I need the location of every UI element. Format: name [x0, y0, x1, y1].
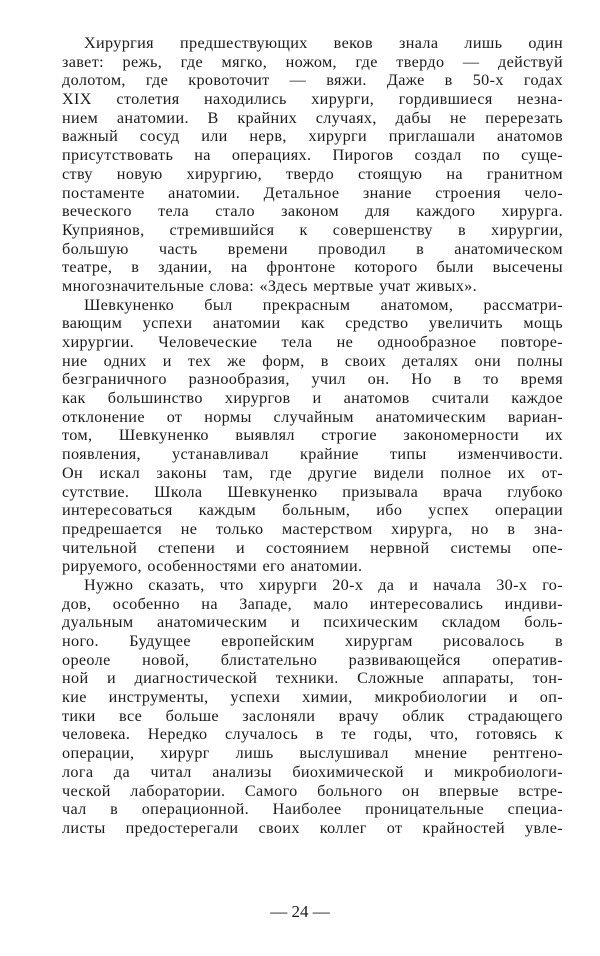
text-line: Он искал законы там, где другие видели полное их от- [62, 463, 563, 482]
text-line: предрешается не только мастерством хирурга, но в зна- [62, 519, 563, 538]
text-line: вающим успехи анатомии как средство увеличить мощь [62, 314, 563, 333]
text-line: кие инструменты, успехи химии, микробиологии и оп- [62, 688, 563, 707]
text-line: том, Шевкуненко выявлял строгие закономерности их [62, 426, 563, 445]
text-line: дов, особенно на Западе, мало интересовались индиви- [62, 594, 563, 613]
text-line: постаменте анатомии. Детальное знание строения чело- [62, 183, 563, 202]
body-text [62, 34, 563, 838]
text-line: как большинство хирургов и анатомов считали каждое [62, 389, 563, 408]
text-line: ческой лаборатории. Самого больного он впервые встре- [62, 781, 563, 800]
text-line: чительной степени и состоянием нервной системы опе- [62, 538, 563, 557]
text-line: Хирургия предшествующих веков знала лишь один [84, 34, 563, 52]
text-line: Куприянов, стремившийся к совершенству в хирургии, [62, 220, 563, 239]
text-line: интересоваться каждым больным, ибо успех операции [62, 501, 563, 520]
paragraph [62, 576, 563, 838]
text-line: веческого тела стало законом для каждого хирурга. [62, 202, 563, 221]
text-line: Нужно сказать, что хирурги 20-х да и начала 30-х го- [84, 575, 563, 594]
text-line: завет: режь, где мягко, ножом, где твердо — действуй [62, 52, 563, 71]
text-line: лога да читал анализы биохимической и микробиологи- [62, 762, 563, 781]
text-line: присутствовать на операциях. Пирогов создал по суще- [62, 146, 563, 165]
text-line: рируемого, особенностями его анатомии. [62, 557, 363, 576]
text-line: дуальным анатомическим и психическим складом боль- [62, 613, 563, 632]
paragraph [62, 296, 563, 576]
page-number: — 24 — [270, 902, 330, 921]
text-line: ние одних и тех же форм, в своих деталях они полны [62, 351, 563, 370]
text-line: операции, хирург лишь выслушивал мнение рентгено- [62, 744, 563, 763]
text-line: тики все больше заслоняли врачу облик страдающего [62, 706, 563, 725]
text-line: большую часть времени проводил в анатомическом [62, 239, 563, 258]
text-line: сутствие. Школа Шевкуненко призывала врача глубоко [62, 482, 563, 501]
text-line: важный сосуд или нерв, хирурги приглашали анатомов [62, 127, 563, 146]
text-line: хирургии. Человеческие тела не однообразное повторе- [62, 333, 563, 351]
text-line: ореоле новой, блистательно развивающейся оператив- [62, 650, 563, 669]
paragraph [62, 34, 563, 296]
text-line: XIX столетия находились хирурги, гордившиеся незна- [62, 90, 563, 109]
text-line: ству новую хирургию, твердо стоящую на гранитном [62, 164, 563, 183]
text-line: человека. Нередко случалось в те годы, что, готовясь к [62, 725, 563, 744]
text-line: появления, устанавливал крайние типы изменчивости. [62, 445, 563, 464]
text-line: театре, в здании, на фронтоне которого были высечены [62, 258, 563, 277]
text-line: отклонение от нормы случайным анатомическим вариан- [62, 407, 563, 426]
text-line: Шевкуненко был прекрасным анатомом, рассматри- [84, 295, 563, 314]
text-line: чал в операционной. Наиболее проницательные специа- [62, 800, 563, 819]
text-line: листы предостерегали своих коллег от крайностей увле- [62, 818, 563, 837]
text-line: нием анатомии. В крайних случаях, дабы не перерезать [62, 108, 563, 127]
text-line: долотом, где кровоточит — вяжи. Даже в 50-х годах [62, 71, 563, 90]
text-line: безграничного разнообразия, учил он. Но в то время [62, 370, 563, 389]
text-line: ного. Будущее европейским хирургам рисовалось в [62, 632, 563, 650]
text-line: многозначительные слова: «Здесь мертвые учат живых». [62, 276, 478, 295]
text-line: ной и диагностической техники. Сложные аппараты, тон- [62, 669, 563, 688]
